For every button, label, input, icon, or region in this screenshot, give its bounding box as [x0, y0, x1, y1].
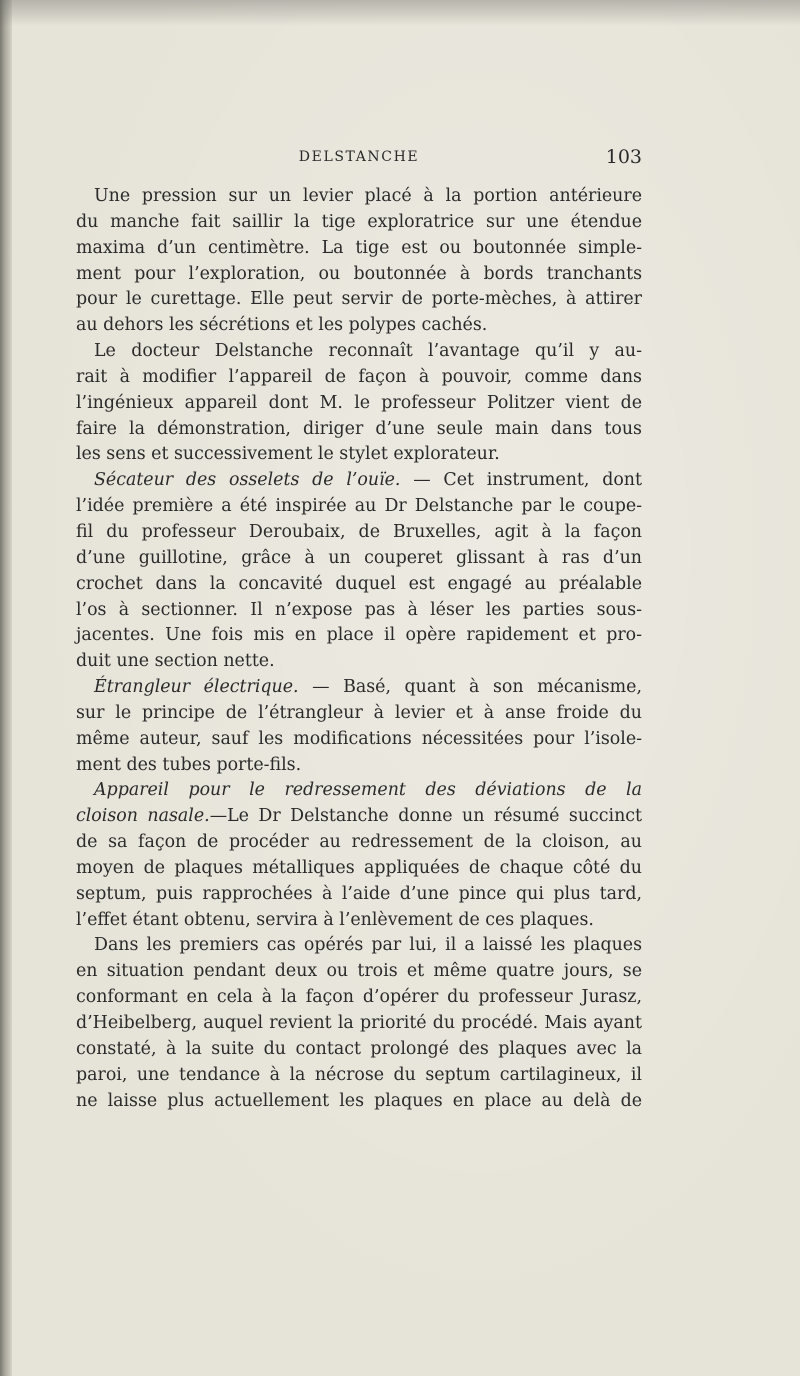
- line-text: — Basé, quant à son mécanisme,: [298, 677, 642, 698]
- text-line: [76, 262, 642, 288]
- paragraph: [76, 778, 642, 933]
- text-line: [76, 184, 642, 210]
- text-line: [76, 287, 642, 313]
- line-text: du manche fait saillir la tige exploratrice sur une étendue: [76, 211, 642, 232]
- text-line: [76, 753, 642, 779]
- paragraph: [76, 339, 642, 468]
- line-text: sur le principe de l’étrangleur à levier et à anse froide du: [76, 702, 642, 723]
- line-text: Le docteur Delstanche reconnaît l’avantage qu’il y au-: [94, 341, 642, 362]
- line-text: Une pression sur un levier placé à la portion antérieure: [94, 186, 642, 206]
- section-heading-italic: Sécateur des osselets de l’ouïe.: [94, 470, 401, 491]
- text-line: [76, 417, 642, 443]
- page-top-shadow: [0, 0, 800, 26]
- text-line: [76, 933, 642, 959]
- line-text: l’os à sectionner. Il n’expose pas à léser les parties sous-: [76, 599, 642, 620]
- text-line: [76, 546, 642, 572]
- line-text: moyen de plaques métalliques appliquées de chaque côté du: [76, 857, 642, 878]
- text-line: [76, 572, 642, 598]
- paragraph: [76, 468, 642, 675]
- line-text: septum, puis rapprochées à l’aide d’une pince qui plus tard,: [76, 883, 642, 904]
- text-line: [76, 675, 642, 701]
- paragraph: [76, 933, 642, 1114]
- section-heading-italic: Étrangleur électrique.: [94, 677, 299, 698]
- text-line: [76, 339, 642, 365]
- text-line: [76, 985, 642, 1011]
- line-text: faire la démonstration, diriger d’une seule main dans tous: [76, 418, 642, 439]
- section-heading-italic: Appareil pour le redressement des déviations de la: [94, 780, 642, 801]
- text-line: [76, 442, 642, 468]
- text-line: [76, 520, 642, 546]
- text-line: [76, 804, 642, 830]
- paragraph: [76, 184, 642, 339]
- text-line: [76, 468, 642, 494]
- text-line: [76, 882, 642, 908]
- line-text: paroi, une tendance à la nécrose du septum cartilagineux, il: [76, 1064, 642, 1085]
- text-line: [76, 649, 642, 675]
- page-header: [76, 146, 642, 172]
- paragraph: [76, 675, 642, 778]
- section-heading-italic: cloison nasale.: [76, 806, 210, 827]
- line-text: ment pour l’exploration, ou boutonnée à bords tranchants: [76, 263, 642, 284]
- text-line: [76, 365, 642, 391]
- text-line: [76, 210, 642, 236]
- text-line: [76, 856, 642, 882]
- text-line: [76, 598, 642, 624]
- line-text: d’Heibelberg, auquel revient la priorité du procédé. Mais ayant: [76, 1013, 642, 1033]
- running-head: DELSTANCHE: [298, 149, 420, 165]
- line-text: d’une guillotine, grâce à un couperet glissant à ras d’un: [76, 547, 642, 568]
- text-line: [76, 391, 642, 417]
- body-text: [76, 184, 642, 1114]
- line-text: Dans les premiers cas opérés par lui, il a laissé les plaques: [94, 935, 642, 956]
- text-line: [76, 1089, 642, 1115]
- line-text: ne laisse plus actuellement les plaques en place au delà de: [76, 1090, 642, 1111]
- line-text: l’idée première a été inspirée au Dr Delstanche par le coupe-: [76, 496, 642, 517]
- text-line: [76, 623, 642, 649]
- line-text: maxima d’un centimètre. La tige est ou boutonnée simple-: [76, 237, 642, 258]
- text-line: [76, 494, 642, 520]
- text-line: [76, 313, 642, 339]
- page-number: 103: [605, 146, 642, 168]
- line-text: constaté, à la suite du contact prolongé des plaques avec la: [76, 1038, 642, 1059]
- line-text: l’ingénieux appareil dont M. le professeur Politzer vient de: [76, 392, 642, 413]
- line-text: crochet dans la concavité duquel est engagé au préalable: [76, 573, 642, 594]
- text-line: [76, 1063, 642, 1089]
- line-text: même auteur, sauf les modifications nécessitées pour l’isole-: [76, 728, 642, 749]
- text-line: [76, 1037, 642, 1063]
- line-text: de sa façon de procéder au redressement de la cloison, au: [76, 832, 642, 853]
- page-binding-edge: [0, 0, 12, 1376]
- line-text: — Cet instrument, dont: [400, 470, 642, 491]
- line-text: ment des tubes porte-fils.: [76, 754, 302, 775]
- text-line: [76, 830, 642, 856]
- line-text: —Le Dr Delstanche donne un résumé succinct: [209, 806, 643, 827]
- text-line: [76, 778, 642, 804]
- text-line: [76, 959, 642, 985]
- line-text: pour le curettage. Elle peut servir de porte-mèches, à attirer: [76, 289, 642, 310]
- line-text: en situation pendant deux ou trois et même quatre jours, se: [76, 961, 642, 982]
- line-text: l’effet étant obtenu, servira à l’enlèvement de ces plaques.: [76, 909, 594, 930]
- line-text: au dehors les sécrétions et les polypes cachés.: [76, 315, 488, 336]
- text-line: [76, 908, 642, 934]
- text-line: [76, 1011, 642, 1037]
- text-line: [76, 727, 642, 753]
- text-line: [76, 236, 642, 262]
- line-text: fil du professeur Deroubaix, de Bruxelles, agit à la façon: [76, 521, 642, 542]
- text-line: [76, 701, 642, 727]
- line-text: duit une section nette.: [76, 651, 275, 672]
- line-text: jacentes. Une fois mis en place il opère rapidement et pro-: [76, 625, 642, 646]
- line-text: conformant en cela à la façon d’opérer du professeur Jurasz,: [76, 987, 642, 1008]
- line-text: les sens et successivement le stylet explorateur.: [76, 444, 500, 465]
- line-text: rait à modifier l’appareil de façon à pouvoir, comme dans: [76, 366, 642, 387]
